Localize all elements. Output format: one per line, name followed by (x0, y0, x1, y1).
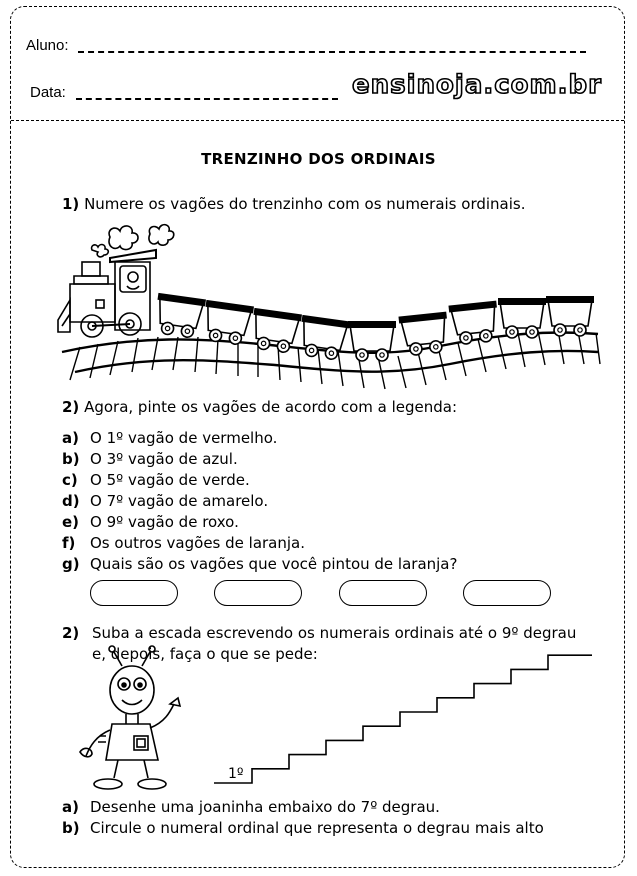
item-text: O 1º vagão de vermelho. (90, 429, 278, 447)
question-3-line-1: Suba a escada escrevendo os numerais ordinais até o 9º degrau (92, 624, 577, 642)
date-label: Data: (30, 84, 66, 101)
item-letter: b) (62, 450, 80, 468)
item-text: Os outros vagões de laranja. (90, 534, 306, 552)
item-letter: f) (62, 534, 76, 552)
item-letter: a) (62, 429, 79, 447)
item-letter: g) (62, 555, 80, 573)
staircase (214, 655, 592, 783)
robot-icon (80, 646, 180, 789)
site-logo: ensinoja.com.br (352, 70, 602, 100)
question-1-number: 1) (62, 195, 80, 213)
question-3-line-2: e, depois, faça o que se pede: (92, 645, 318, 663)
page-title: TRENZINHO DOS ORDINAIS (201, 150, 436, 168)
item-text: Circule o numeral ordinal que representa o degrau mais alto (90, 819, 544, 837)
item-text: O 5º vagão de verde. (90, 471, 250, 489)
item-letter: c) (62, 471, 78, 489)
item-letter: a) (62, 798, 79, 816)
question-3-item-a (62, 797, 440, 817)
item-text: O 3º vagão de azul. (90, 450, 238, 468)
item-letter: d) (62, 492, 80, 510)
question-2-text: Agora, pinte os vagões de acordo com a legenda: (84, 398, 458, 416)
item-letter: e) (62, 513, 80, 531)
student-label: Aluno: (26, 37, 69, 54)
question-3-item-b (62, 818, 544, 838)
item-letter: b) (62, 819, 80, 837)
item-text: O 9º vagão de roxo. (90, 513, 239, 531)
item-text: O 7º vagão de amarelo. (90, 492, 269, 510)
first-step-label: 1º (228, 766, 244, 782)
item-text: Quais são os vagões que você pintou de laranja? (90, 555, 458, 573)
item-text: Desenhe uma joaninha embaixo do 7º degrau. (90, 798, 440, 816)
question-2-number: 2) (62, 398, 80, 416)
question-1-text: Numere os vagões do trenzinho com os numerais ordinais. (84, 195, 526, 213)
question-3-number: 2) (62, 624, 80, 642)
